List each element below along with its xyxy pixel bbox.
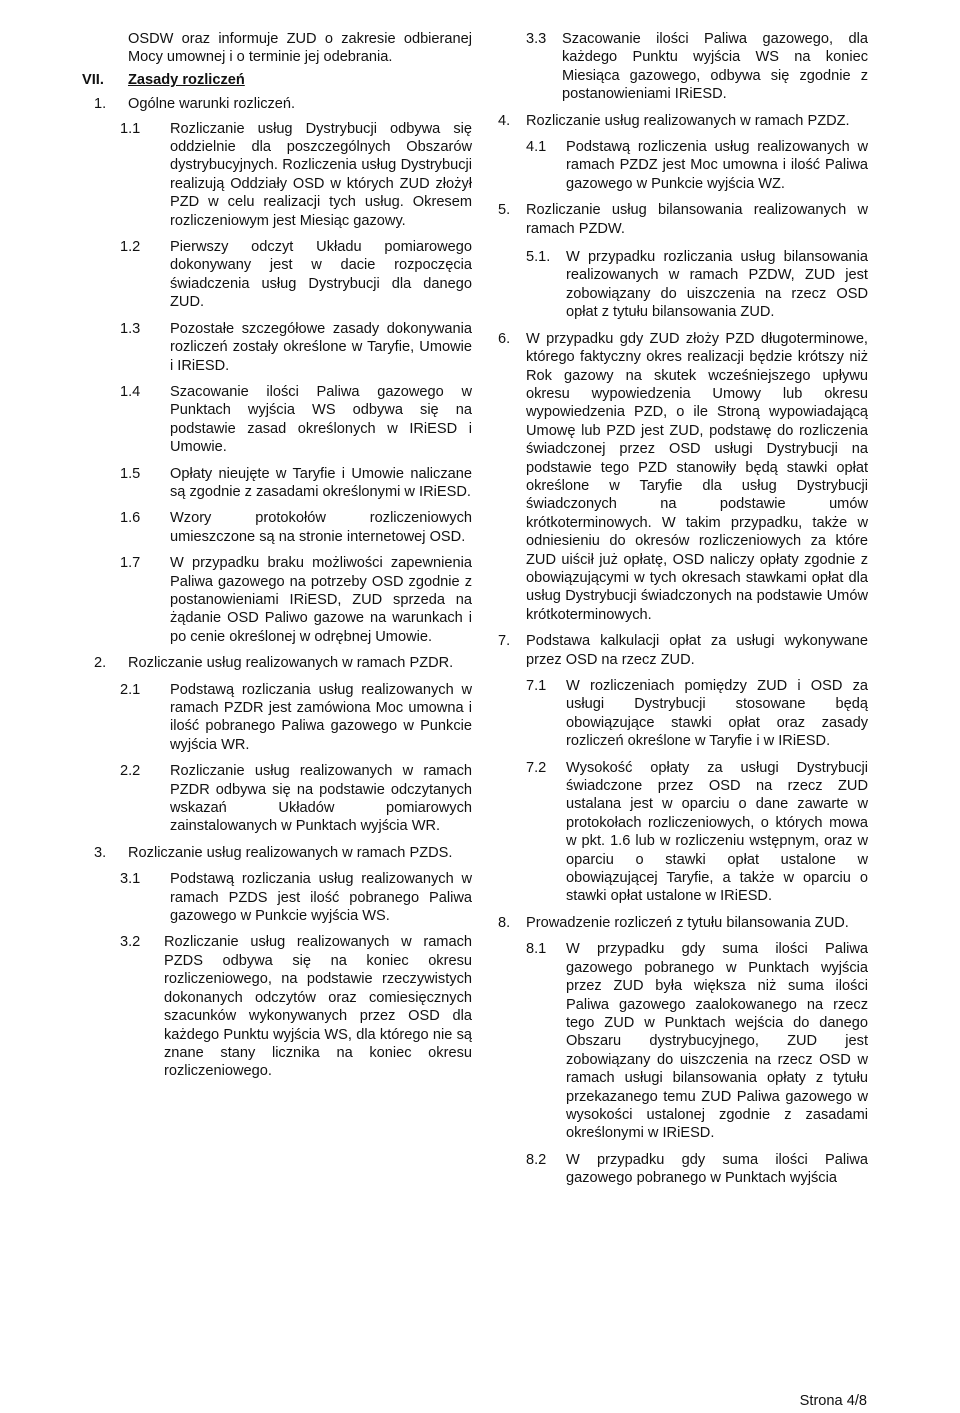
point-2: [94, 654, 472, 672]
subpoint-7-1: [526, 677, 868, 751]
subpoint-number: 1.6: [120, 510, 141, 527]
point-text: Rozliczanie usług bilansowania realizowanych w ramach PZDW.: [526, 202, 868, 237]
subpoint-number: 1.3: [120, 320, 141, 337]
subpoint-1-5: [120, 465, 472, 502]
subpoint-2-2: [120, 762, 472, 836]
subpoint-1-2: [120, 238, 472, 312]
subpoint-text: W rozliczeniach pomiędzy ZUD i OSD za usługi Dystrybucji stosowane będą obowiązujące stawki opłat oraz zasady rozliczeń określone w Taryfie i w IRiESD.: [566, 678, 868, 750]
point-text: W przypadku gdy ZUD złoży PZD długoterminowe, którego faktyczny okres realizacji będzie krótszy niż Rok gazowy na skutek wcześniejszego upływu okresu wypowiedzenia Umowy lub okresu wypowiedzenia PZD, o ile Stroną wypowiadającą Umowę lub PZD jest ZUD, podstawę do rozliczenia świadczonej przez OSD usługi Dystrybucji na podstawie tego PZD stanowiły będą stawki opłat określone w Taryfie dla usług Dystrybucji świadczonych na podstawie umów krótkoterminowych. W takim przypadku, także w odniesieniu do okresów rozliczeniowych za które ZUD uiścił już opłatę, OSD naliczy opłaty zgodnie z obowiązującymi w tych okresach stawkami opłat dla usług Dystrybucji świadczonych na podstawie Umów krótkoterminowych.: [526, 330, 868, 623]
subpoint-7-2: [526, 759, 868, 906]
subpoint-1-7: [120, 554, 472, 646]
subpoint-1-3: [120, 320, 472, 375]
subpoint-number: 4.1: [526, 139, 547, 156]
point-number: 6.: [498, 330, 511, 347]
point-number: 4.: [498, 112, 511, 129]
left-column: [82, 30, 472, 1089]
subpoint-5-1: [526, 248, 868, 322]
subpoint-number: 8.2: [526, 1151, 547, 1168]
subpoint-text: Rozliczanie usług realizowanych w ramach PZDR odbywa się na podstawie odczytanych wskazań Układów pomiarowych zainstalowanych w Punktach wyjścia WR.: [170, 763, 472, 835]
subpoint-number: 3.3: [526, 31, 547, 47]
point-number: 5.: [498, 202, 511, 219]
subpoint-text: Podstawą rozliczenia usług realizowanych w ramach PZDZ jest Moc umowna i ilość Paliwa gazowego w Punkcie wyjścia WZ.: [566, 139, 868, 192]
subpoint-text: Szacowanie ilości Paliwa gazowego w Punktach wyjścia WS odbywa się na podstawie zasad określonych w IRiESD i Umowie.: [170, 383, 472, 456]
subpoint-text: Pierwszy odczyt Układu pomiarowego dokonywany jest w dacie rozpoczęcia świadczenia usług Dystrybucji dla danego ZUD.: [170, 239, 472, 311]
point-text: Ogólne warunki rozliczeń.: [128, 96, 296, 113]
point-4: [498, 112, 868, 130]
subpoint-number: 1.7: [120, 555, 141, 572]
section-title: Zasady rozliczeń: [128, 71, 245, 88]
point-text: Podstawa kalkulacji opłat za usługi wykonywane przez OSD na rzecz ZUD.: [526, 633, 868, 668]
subpoint-number: 1.5: [120, 465, 141, 482]
right-column: [490, 30, 868, 1188]
intro-paragraph: OSDW oraz informuje ZUD o zakresie odbieranej Mocy umownej i o terminie jej odebrania.: [128, 31, 472, 66]
point-number: 3.: [94, 844, 107, 861]
subpoint-text: Rozliczanie usług Dystrybucji odbywa się oddzielnie dla poszczególnych Obszarów dystrybucyjnych. Rozliczenia usług Dystrybucji realizują Oddziały OSD w których ZUD złożył PZD w celu realizacji tych usług. Okresem rozliczeniowym jest Miesiąc gazowy.: [170, 120, 472, 229]
subpoint-3-3: [526, 30, 868, 104]
subpoint-text: W przypadku braku możliwości zapewnienia Paliwa gazowego na potrzeby OSD zgodnie z postanowieniami IRiESD, ZUD sprzeda na żądanie OSD Paliwo gazowe na warunkach i po cenie określonej w odrębnej Umowie.: [170, 555, 472, 645]
subpoint-text: Rozliczanie usług realizowanych w ramach PZDS odbywa się na koniec okresu rozliczeniowego, na podstawie rzeczywistych dokonanych odczytów oraz comiesięcznych szacunków wykonywanych przez OSD dla każdego Punktu wyjścia WS, dla którego nie są znane stany licznika na koniec okresu rozliczeniowego.: [164, 934, 472, 1080]
subpoint-8-2: [526, 1151, 868, 1188]
subpoint-number: 8.1: [526, 941, 547, 958]
subpoint-number: 2.2: [120, 763, 141, 780]
subpoint-number: 1.4: [120, 383, 141, 400]
subpoint-1-1: [120, 120, 472, 230]
subpoint-text: Pozostałe szczegółowe zasady dokonywania rozliczeń zostały określone w Taryfie, Umowie i IRiESD.: [170, 320, 472, 374]
subpoint-text: Wzory protokołów rozliczeniowych umieszczone są na stronie internetowej OSD.: [170, 510, 472, 545]
point-5: [498, 201, 868, 238]
point-text: Rozliczanie usług realizowanych w ramach PZDR.: [128, 655, 454, 672]
section-heading: [82, 71, 472, 89]
point-number: 8.: [498, 914, 511, 931]
subpoint-1-4: [120, 383, 472, 457]
point-6: [498, 330, 868, 625]
subpoint-number: 5.1.: [526, 249, 551, 266]
point-3: [94, 844, 472, 862]
subpoint-number: 7.2: [526, 759, 547, 776]
subpoint-text: Podstawą rozliczania usług realizowanych w ramach PZDR jest zamówiona Moc umowna i ilość pobranego Paliwa gazowego w Punkcie wyjścia WR.: [170, 681, 472, 753]
subpoint-1-6: [120, 509, 472, 546]
point-8: [498, 914, 868, 932]
subpoint-number: 1.1: [120, 120, 141, 137]
subpoint-number: 1.2: [120, 239, 141, 256]
point-1: [94, 95, 472, 113]
point-number: 2.: [94, 655, 107, 672]
subpoint-3-1: [120, 870, 472, 925]
subpoint-3-2: [120, 933, 472, 1080]
point-number: 1.: [94, 96, 107, 113]
point-text: Rozliczanie usług realizowanych w ramach PZDZ.: [526, 112, 850, 129]
page-number: Strona 4/8: [799, 1393, 867, 1409]
subpoint-text: Podstawą rozliczania usług realizowanych w ramach PZDS jest ilość pobranego Paliwa gazowego w Punkcie wyjścia WS.: [170, 871, 472, 925]
point-text: Rozliczanie usług realizowanych w ramach PZDS.: [128, 844, 453, 861]
subpoint-text: Szacowanie ilości Paliwa gazowego, dla każdego Punktu wyjścia WS na koniec Miesiąca gazowego, odbywa się zgodnie z postanowieniami IRiESD.: [562, 31, 868, 103]
subpoint-text: W przypadku gdy suma ilości Paliwa gazowego pobranego w Punktach wyjścia przez ZUD była większa niż suma ilości Paliwa gazowego zaalokowanego na rzecz tego ZUD w Punktach wejścia do danego Obszaru dystrybucyjnego, ZUD jest zobowiązany do uiszczenia na rzecz OSD w ramach usługi bilansowania opłaty z tytułu przekazanego temu ZUD Paliwa gazowego w wysokości ustalonej zgodnie z zasadami określonymi w IRiESD.: [566, 941, 868, 1142]
subpoint-number: 3.1: [120, 871, 141, 888]
subpoint-text: Opłaty nieujęte w Taryfie i Umowie naliczane są zgodnie z zasadami określonymi w IRiESD.: [170, 465, 472, 500]
subpoint-text: W przypadku rozliczania usług bilansowania realizowanych w ramach PZDW, ZUD jest zobowiązany do uiszczenia na rzecz OSD opłat z tytułu bilansowania ZUD.: [566, 249, 868, 321]
point-7: [498, 632, 868, 669]
subpoint-number: 3.2: [120, 934, 141, 951]
subpoint-number: 2.1: [120, 681, 141, 698]
subpoint-number: 7.1: [526, 678, 547, 694]
point-text: Prowadzenie rozliczeń z tytułu bilansowania ZUD.: [526, 914, 849, 931]
subpoint-2-1: [120, 681, 472, 755]
subpoint-text: Wysokość opłaty za usługi Dystrybucji świadczone przez OSD na rzecz ZUD ustalana jest w oparciu o dane zawarte w protokołach rozliczeniowych, o których mowa w pkt. 1.6 lub w rozliczeniu wstępnym, oraz w oparciu o stawki opłat ustalone w obowiązującej Taryfie, a także w oparciu o stawki opłat ustalone w IRiESD.: [566, 759, 868, 905]
point-number: 7.: [498, 633, 511, 650]
subpoint-text: W przypadku gdy suma ilości Paliwa gazowego pobranego w Punktach wyjścia: [566, 1151, 868, 1187]
section-number: VII.: [82, 71, 104, 88]
subpoint-4-1: [526, 138, 868, 193]
subpoint-8-1: [526, 940, 868, 1142]
